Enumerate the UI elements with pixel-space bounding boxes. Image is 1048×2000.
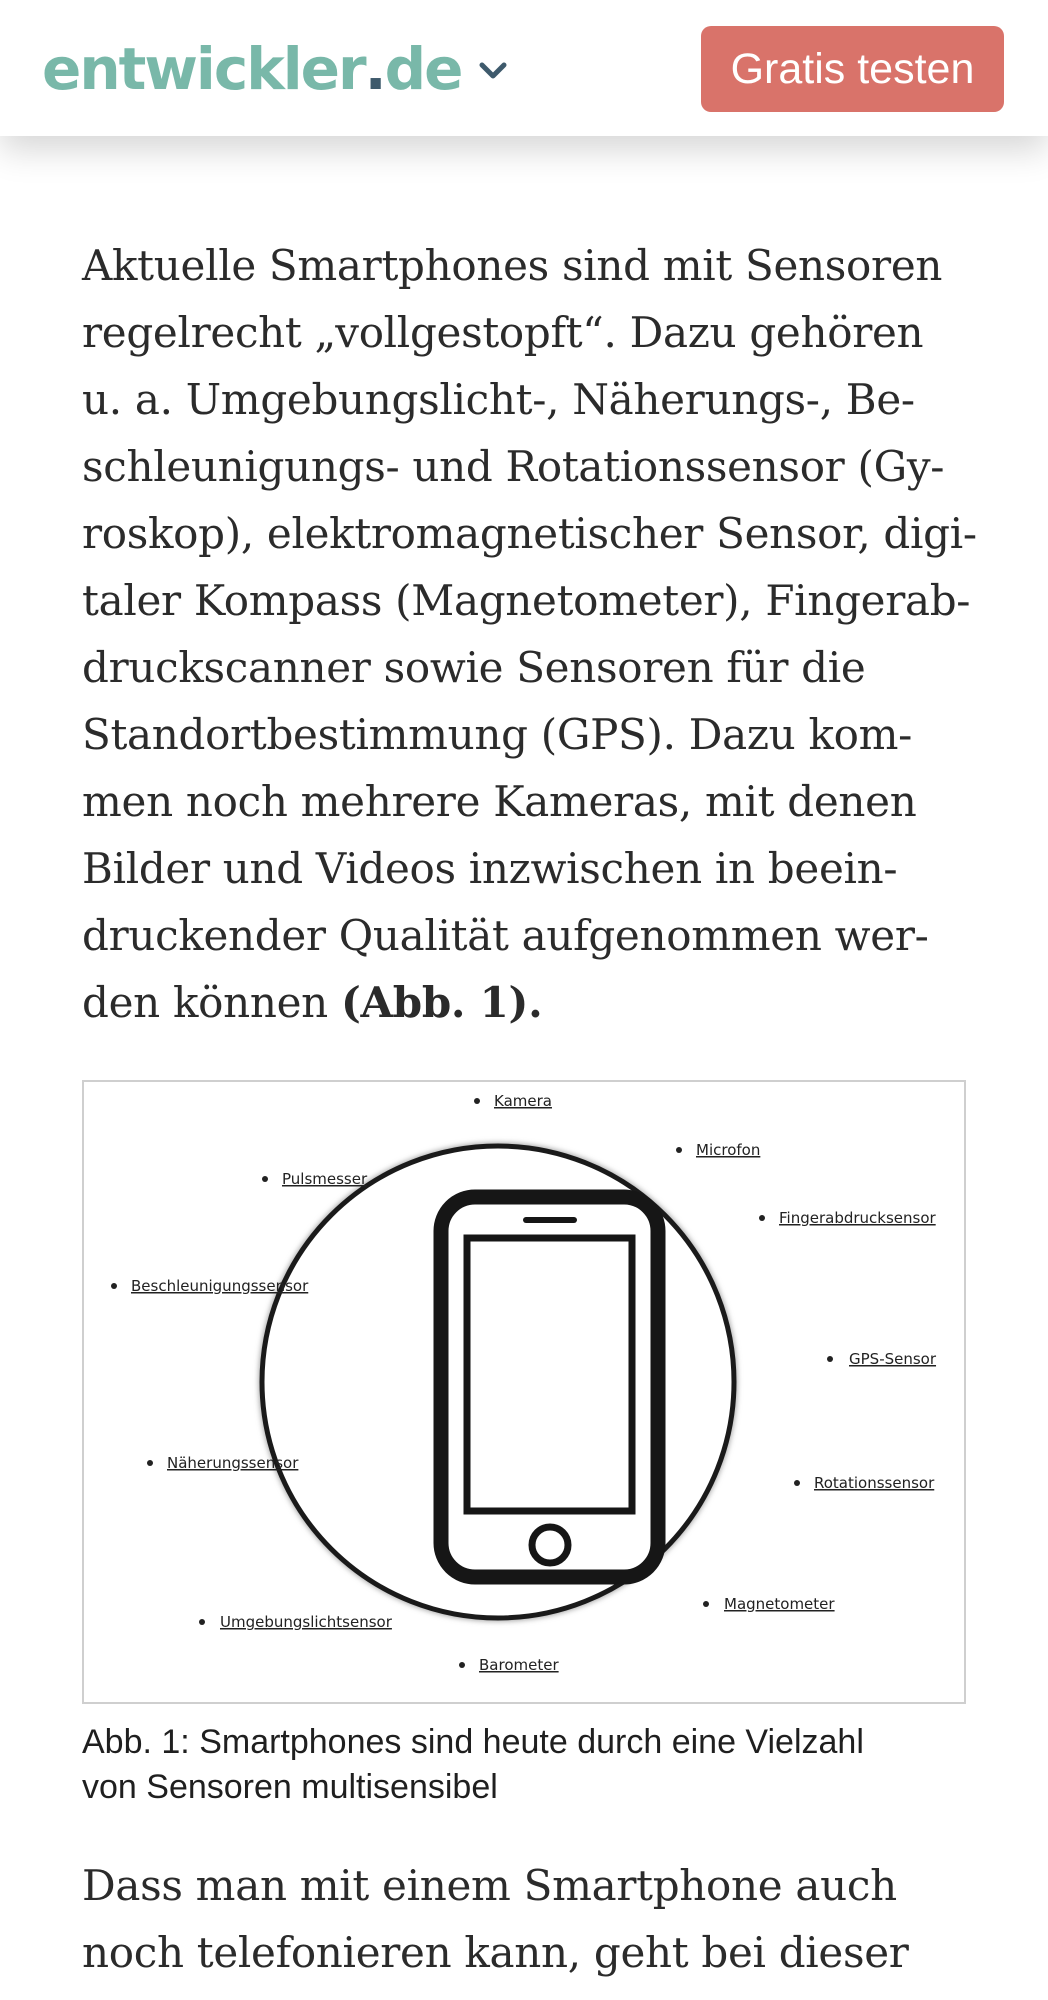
label-beschleunigungssensor: [111, 1277, 309, 1295]
paragraph-line: taler Kompass (Magnetometer), Fingerab-: [82, 576, 971, 625]
paragraph-line: druckender Qualität aufgenommen wer-: [82, 911, 929, 960]
article-paragraph-2: [82, 1852, 1002, 1986]
label-microfon: [676, 1141, 760, 1159]
label-pulsmesser-text: Pulsmesser: [282, 1170, 368, 1188]
paragraph-line-text: den können: [82, 978, 341, 1027]
phone-home-button: [532, 1527, 568, 1563]
label-magnetometer-text: Magnetometer: [724, 1595, 835, 1613]
sensor-diagram: [84, 1082, 964, 1702]
figure-sensors: [82, 1080, 966, 1704]
paragraph-line: roskop), elektromagnetischer Sensor, digi-: [82, 509, 977, 558]
label-rotationssensor: [794, 1474, 935, 1492]
paragraph-line-last: [82, 969, 1002, 1036]
smartphone-icon: [441, 1197, 658, 1577]
logo-text-dot: .: [364, 35, 385, 103]
site-header: [0, 0, 1048, 136]
paragraph-line: men noch mehrere Kameras, mit denen: [82, 777, 917, 826]
label-rotationssensor-text: Rotationssensor: [814, 1474, 935, 1492]
label-umgebungslichtsensor: [199, 1613, 393, 1631]
chevron-down-icon[interactable]: [478, 61, 508, 81]
paragraph-line: Standortbestimmung (GPS). Dazu kom-: [82, 710, 913, 759]
site-logo[interactable]: [42, 34, 508, 104]
figure-caption: [82, 1720, 1002, 1810]
caption-line: von Sensoren multisensibel: [82, 1768, 498, 1806]
paragraph-line: regelrecht „vollgestopft“. Dazu gehören: [82, 308, 924, 357]
label-fingerabdrucksensor-text: Fingerabdrucksensor: [779, 1209, 936, 1227]
gratis-testen-button[interactable]: Gratis testen: [701, 26, 1004, 112]
label-naeherungssensor: [147, 1454, 299, 1472]
paragraph-line: Bilder und Videos inzwischen in beein-: [82, 844, 898, 893]
label-naeherungssensor-text: Näherungssensor: [167, 1454, 299, 1472]
phone-screen: [467, 1238, 632, 1511]
label-pulsmesser: [262, 1170, 368, 1188]
label-barometer-text: Barometer: [479, 1656, 559, 1674]
label-beschleunigungssensor-text: Beschleunigungssensor: [131, 1277, 309, 1295]
logo-text-de: de: [384, 35, 462, 103]
label-microfon-text: Microfon: [696, 1141, 761, 1159]
label-umgebungslichtsensor-text: Umgebungslichtsensor: [220, 1613, 392, 1631]
label-kamera-text: Kamera: [494, 1092, 552, 1110]
figure-reference: (Abb. 1).: [340, 978, 543, 1027]
paragraph-line: schleunigungs- und Rotationssensor (Gy-: [82, 442, 945, 491]
paragraph-line: Aktuelle Smartphones sind mit Sensoren: [82, 241, 943, 290]
paragraph-line: druckscanner sowie Sensoren für die: [82, 643, 866, 692]
label-fingerabdrucksensor: [759, 1209, 937, 1227]
paragraph-line: u. a. Umgebungslicht-, Näherungs-, Be-: [82, 375, 915, 424]
paragraph-line: noch telefonieren kann, geht bei dieser: [82, 1928, 909, 1977]
label-magnetometer: [703, 1595, 835, 1613]
label-gps-sensor: [827, 1350, 937, 1368]
label-kamera: [474, 1092, 552, 1110]
paragraph-line: Dass man mit einem Smartphone auch: [82, 1861, 897, 1910]
label-gps-sensor-text: GPS-Sensor: [849, 1350, 937, 1368]
article-paragraph-1: [82, 232, 1002, 1036]
label-barometer: [459, 1656, 559, 1674]
logo-text-entwickler: entwickler: [42, 35, 365, 103]
caption-line: Abb. 1: Smartphones sind heute durch eine Vielzahl: [82, 1723, 864, 1761]
